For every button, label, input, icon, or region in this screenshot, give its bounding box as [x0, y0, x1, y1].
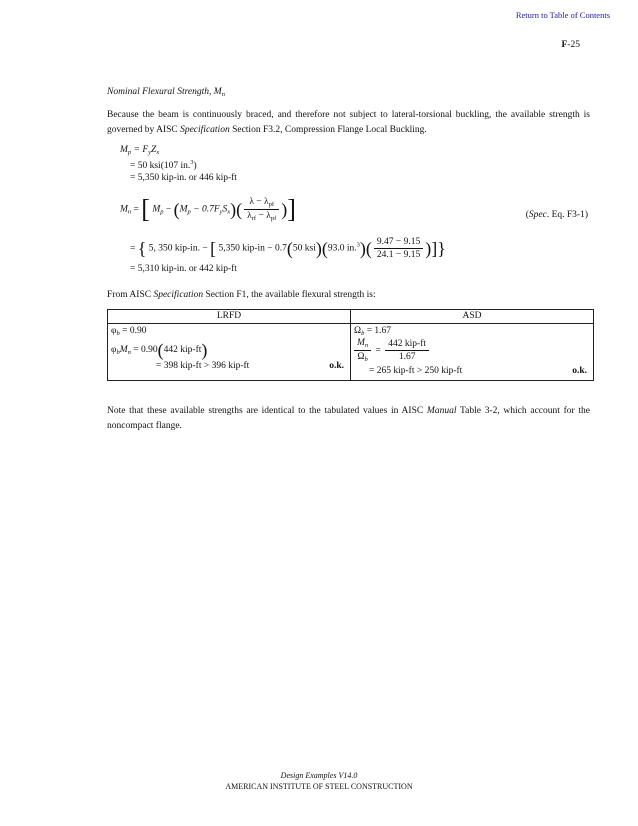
eq-mn-den-text: λ: [247, 211, 252, 221]
col-lrfd-header: LRFD: [108, 310, 351, 324]
note-text-a: Note that these available strengths are identical to the tabulated values in AISC: [107, 406, 427, 416]
lrfd-cell: [108, 324, 351, 381]
lrfd-mn: M: [119, 345, 128, 356]
asd-fraction-1: [354, 338, 371, 363]
eq-ref-prefix: (: [525, 210, 529, 220]
col-asd-header: ASD: [351, 310, 594, 324]
eq-mp-line3: = 5,350 kip-in. or 446 kip-ft: [130, 173, 237, 183]
eq-mn-num-text: λ − λ: [249, 197, 269, 207]
eq-mn-minus: −: [165, 204, 172, 215]
lrfd-line1: [111, 326, 146, 337]
asd-equals: =: [375, 345, 381, 356]
asd-cell: [351, 324, 594, 381]
footer-line1: Design Examples V14.0: [280, 771, 358, 780]
eq-mp-line1: [120, 145, 159, 156]
paren-close-icon: ): [359, 238, 366, 259]
eq-mn-frac-den: [244, 210, 279, 222]
from-text-spec: Specification: [153, 290, 204, 300]
asd-line3: = 265 kip-ft > 250 kip-ft: [369, 366, 463, 376]
brace-close-icon: }: [437, 238, 446, 259]
eq-mn-l2-e-sup: 3: [356, 241, 360, 249]
omega-sub: b: [361, 330, 365, 337]
paren-close-icon: ): [425, 238, 432, 259]
intro-paragraph: [107, 108, 590, 138]
paren-open-icon: (: [173, 199, 180, 220]
from-text-a: From AISC: [107, 290, 154, 300]
phi-sub: b: [116, 330, 120, 337]
omega-symbol: Ω: [357, 352, 365, 362]
eq-mn-term1: M: [152, 204, 161, 215]
eq-mp-zx: Z: [151, 145, 157, 155]
eq-mn-l2-fraction: [374, 237, 423, 260]
asd-frac2-den: 1.67: [398, 352, 416, 362]
eq-mn-term3-sub: y: [219, 208, 223, 216]
eq-mn-reference: [526, 210, 588, 220]
eq-mp-lhs: M: [120, 145, 128, 155]
page-number-suffix: -25: [567, 40, 580, 50]
brace-open-icon: {: [137, 238, 147, 259]
eq-mn-l2-frac-num: 9.47 − 9.15: [374, 237, 423, 249]
eq-mn-term4: S: [222, 204, 228, 215]
intro-text-2: Section F3.2, Compression Flange Local Buckling.: [229, 125, 427, 135]
eq-mn-num-sub: pf: [268, 201, 275, 208]
omega-sub: b: [364, 356, 368, 363]
asd-ok: o.k.: [572, 366, 587, 376]
section-heading: [107, 87, 225, 98]
asd-line2: [354, 338, 431, 363]
paren-open-icon: (: [321, 238, 328, 259]
eq-mp-lhs-sub: p: [127, 149, 132, 156]
intro-text-1: Because the beam is continuously braced, and therefore not subject to lateral-torsional buckling, the available strength is governed by AISC: [107, 110, 590, 135]
lrfd-line2: [111, 342, 207, 358]
bracket-close-icon: ]: [431, 238, 438, 259]
eq-mp-line2-text: = 50 ksi(107 in.: [130, 161, 191, 171]
omega-symbol: Ω: [354, 326, 362, 336]
table-header-row: [108, 310, 594, 324]
eq-mn-line1: [120, 194, 296, 224]
asd-line1-val: = 1.67: [364, 326, 392, 336]
page-number: [562, 40, 580, 50]
asd-frac2-num: 442 kip-ft: [385, 339, 429, 351]
bracket-close-icon: ]: [287, 194, 296, 224]
lrfd-ok: o.k.: [329, 361, 344, 371]
eq-mn-term4-sub: x: [227, 208, 231, 216]
eq-mn-l2-c: 5,350 kip-in − 0.7: [218, 243, 287, 254]
eq-mn-l2-b: 5, 350 kip-in. −: [148, 243, 211, 254]
intro-spec: Specification: [180, 125, 230, 135]
bracket-open-icon: [: [210, 238, 217, 259]
eq-mn-frac-num: [244, 197, 279, 210]
asd-frac1-den: [354, 351, 371, 363]
paren-open-icon: (: [286, 238, 293, 259]
eq-mn-line3: = 5,310 kip-in. or 442 kip-ft: [130, 264, 237, 274]
paren-open-icon: (: [157, 340, 164, 360]
lrfd-line2-val: = 0.90: [130, 345, 158, 356]
paren-close-icon: ): [281, 199, 288, 220]
paren-close-icon: ): [230, 199, 237, 220]
note-paragraph: [107, 404, 590, 434]
eq-mn-term2: M: [179, 204, 188, 215]
phi-sub: b: [116, 349, 120, 357]
eq-mn-den-sub-a: rf: [251, 215, 257, 222]
lrfd-line3: = 398 kip-ft > 396 kip-ft: [156, 361, 250, 371]
eq-mp-line2: [130, 159, 197, 171]
eq-ref-spec: Spec: [528, 210, 547, 220]
page-footer: [0, 770, 638, 792]
paren-close-icon: ): [315, 238, 322, 259]
eq-mn-l2-e: 93.0 in.: [327, 243, 357, 254]
note-manual: Manual: [426, 406, 457, 416]
bracket-open-icon: [: [141, 194, 150, 224]
lrfd-line1-val: = 0.90: [119, 326, 147, 336]
table-row: [108, 324, 594, 381]
eq-ref-rest: . Eq. F3-1): [546, 210, 588, 220]
eq-mp-line2-end: ): [193, 161, 197, 171]
footer-line2: AMERICAN INSTITUTE OF STEEL CONSTRUCTION: [225, 782, 413, 791]
paren-open-icon: (: [365, 238, 372, 259]
phi-symbol: φ: [111, 326, 117, 336]
eq-mn-l2-d: 50 ksi: [292, 243, 316, 254]
eq-mp-zx-sub: x: [156, 149, 160, 156]
return-to-toc-link[interactable]: Return to Table of Contents: [515, 10, 610, 20]
eq-mp-line2-sup: 3: [190, 159, 194, 166]
eq-mn-term3: − 0.7F: [193, 204, 220, 215]
asd-mn: M: [357, 338, 365, 348]
asd-fraction-2: [385, 339, 429, 362]
eq-mn-lhs-sub: n: [127, 208, 132, 216]
eq-mn-lhs: M: [120, 204, 128, 215]
asd-mn-sub: n: [364, 342, 369, 349]
lrfd-asd-table: [107, 309, 594, 381]
asd-line1: [354, 326, 391, 337]
eq-mn-term2-sub: p: [187, 208, 191, 216]
paren-open-icon: (: [236, 199, 243, 220]
eq-mn-den-mid: − λ: [256, 211, 271, 221]
asd-frac1-num: [354, 338, 371, 351]
eq-mn-l2-frac-den: 24.1 − 9.15: [376, 250, 421, 260]
eq-mn-l2-a: =: [130, 243, 138, 254]
eq-mn-fraction: [244, 197, 279, 222]
section-heading-sub: n: [221, 91, 225, 98]
eq-mp-fy: = F: [133, 145, 149, 155]
from-aisc-text: [107, 290, 376, 300]
eq-mn-line2: [130, 237, 446, 260]
eq-mn-equals: =: [133, 204, 139, 215]
note-text-b: Table 3-2, which account for the noncompact flange.: [107, 406, 590, 431]
lrfd-line2-paren: 442 kip-ft: [163, 345, 202, 356]
eq-mn-den-sub-b: pf: [270, 215, 277, 222]
eq-mn-term1-sub: p: [160, 208, 164, 216]
paren-close-icon: ): [201, 340, 208, 360]
section-heading-text: Nominal Flexural Strength, M: [107, 87, 222, 97]
lrfd-mn-sub: n: [127, 349, 131, 357]
eq-mp-fy-sub: y: [148, 149, 152, 156]
page-number-prefix: F: [561, 40, 568, 50]
phi-symbol: φ: [111, 345, 117, 356]
from-text-b: Section F1, the available flexural strength is:: [203, 290, 376, 300]
